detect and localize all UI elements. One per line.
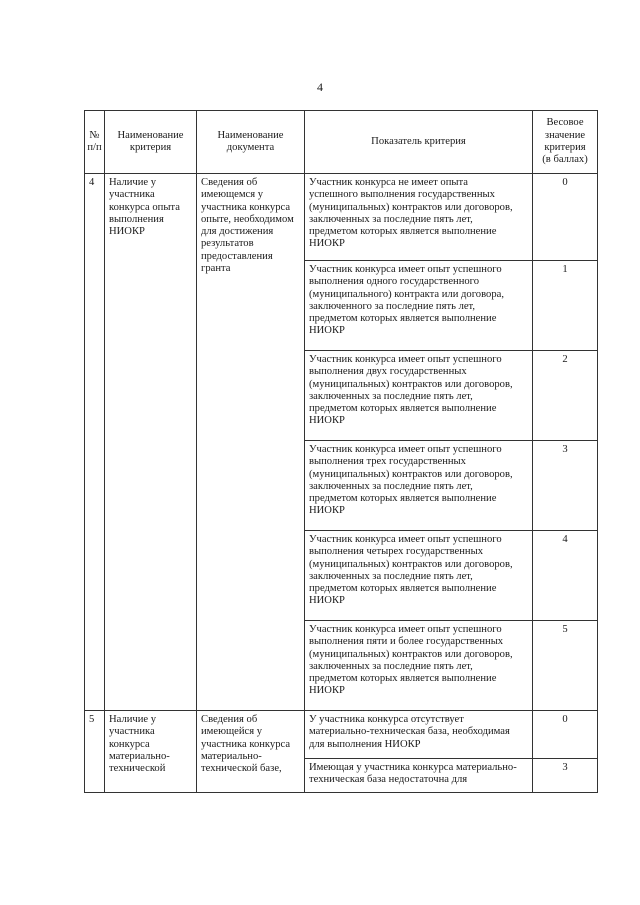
weight-value: 3 bbox=[533, 441, 598, 531]
indicator-text: Участник конкурса не имеет опыта успешного выполнения государственных (муниципальных) контрактов или договоров, заключенных за последние пять лет, предметом которых является выполнение НИОКР bbox=[305, 174, 533, 261]
indicator-text: Имеющая у участника конкурса материально- техническая база недостаточна для bbox=[305, 759, 533, 793]
header-indicator: Показатель критерия bbox=[305, 111, 533, 174]
page-number: 4 bbox=[317, 80, 323, 94]
indicator-text: У участника конкурса отсутствует материально-техническая база, необходимая для выполнения НИОКР bbox=[305, 711, 533, 759]
weight-value: 0 bbox=[533, 174, 598, 261]
table-row bbox=[85, 711, 598, 759]
weight-value: 0 bbox=[533, 711, 598, 759]
indicator-text: Участник конкурса имеет опыт успешного выполнения трех государственных (муниципальных) контрактов или договоров, заключенных за последние пять лет, предметом которых является выполнение НИОКР bbox=[305, 441, 533, 531]
row-number: 4 bbox=[85, 174, 105, 711]
header-criterion-name: Наименование критерия bbox=[105, 111, 197, 174]
table-row bbox=[85, 174, 598, 261]
header-number: № п/п bbox=[85, 111, 105, 174]
header-weight: Весовое значение критерия (в баллах) bbox=[533, 111, 598, 174]
weight-value: 1 bbox=[533, 261, 598, 351]
document-name: Сведения об имеющейся у участника конкурса материально- технической базе, bbox=[197, 711, 305, 793]
weight-value: 3 bbox=[533, 759, 598, 793]
indicator-text: Участник конкурса имеет опыт успешного выполнения одного государственного (муниципального) контракта или договора, заключенного за последние пять лет, предметом которых является выполнение НИОКР bbox=[305, 261, 533, 351]
weight-value: 4 bbox=[533, 531, 598, 621]
criteria-table bbox=[84, 110, 598, 793]
indicator-text: Участник конкурса имеет опыт успешного выполнения пяти и более государственных (муниципальных) контрактов или договоров, заключенных за последние пять лет, предметом которых является выполнение НИОКР bbox=[305, 621, 533, 711]
criterion-name: Наличие у участника конкурса материально- технической bbox=[105, 711, 197, 793]
row-number: 5 bbox=[85, 711, 105, 793]
indicator-text: Участник конкурса имеет опыт успешного выполнения четырех государственных (муниципальных) контрактов или договоров, заключенных за последние пять лет, предметом которых является выполнение НИОКР bbox=[305, 531, 533, 621]
weight-value: 2 bbox=[533, 351, 598, 441]
document-name: Сведения об имеющемся у участника конкурса опыте, необходимом для достижения результатов предоставления гранта bbox=[197, 174, 305, 711]
indicator-text: Участник конкурса имеет опыт успешного выполнения двух государственных (муниципальных) контрактов или договоров, заключенных за последние пять лет, предметом которых является выполнение НИОКР bbox=[305, 351, 533, 441]
header-document-name: Наименование документа bbox=[197, 111, 305, 174]
weight-value: 5 bbox=[533, 621, 598, 711]
criterion-name: Наличие у участника конкурса опыта выполнения НИОКР bbox=[105, 174, 197, 711]
table-header-row bbox=[85, 111, 598, 174]
